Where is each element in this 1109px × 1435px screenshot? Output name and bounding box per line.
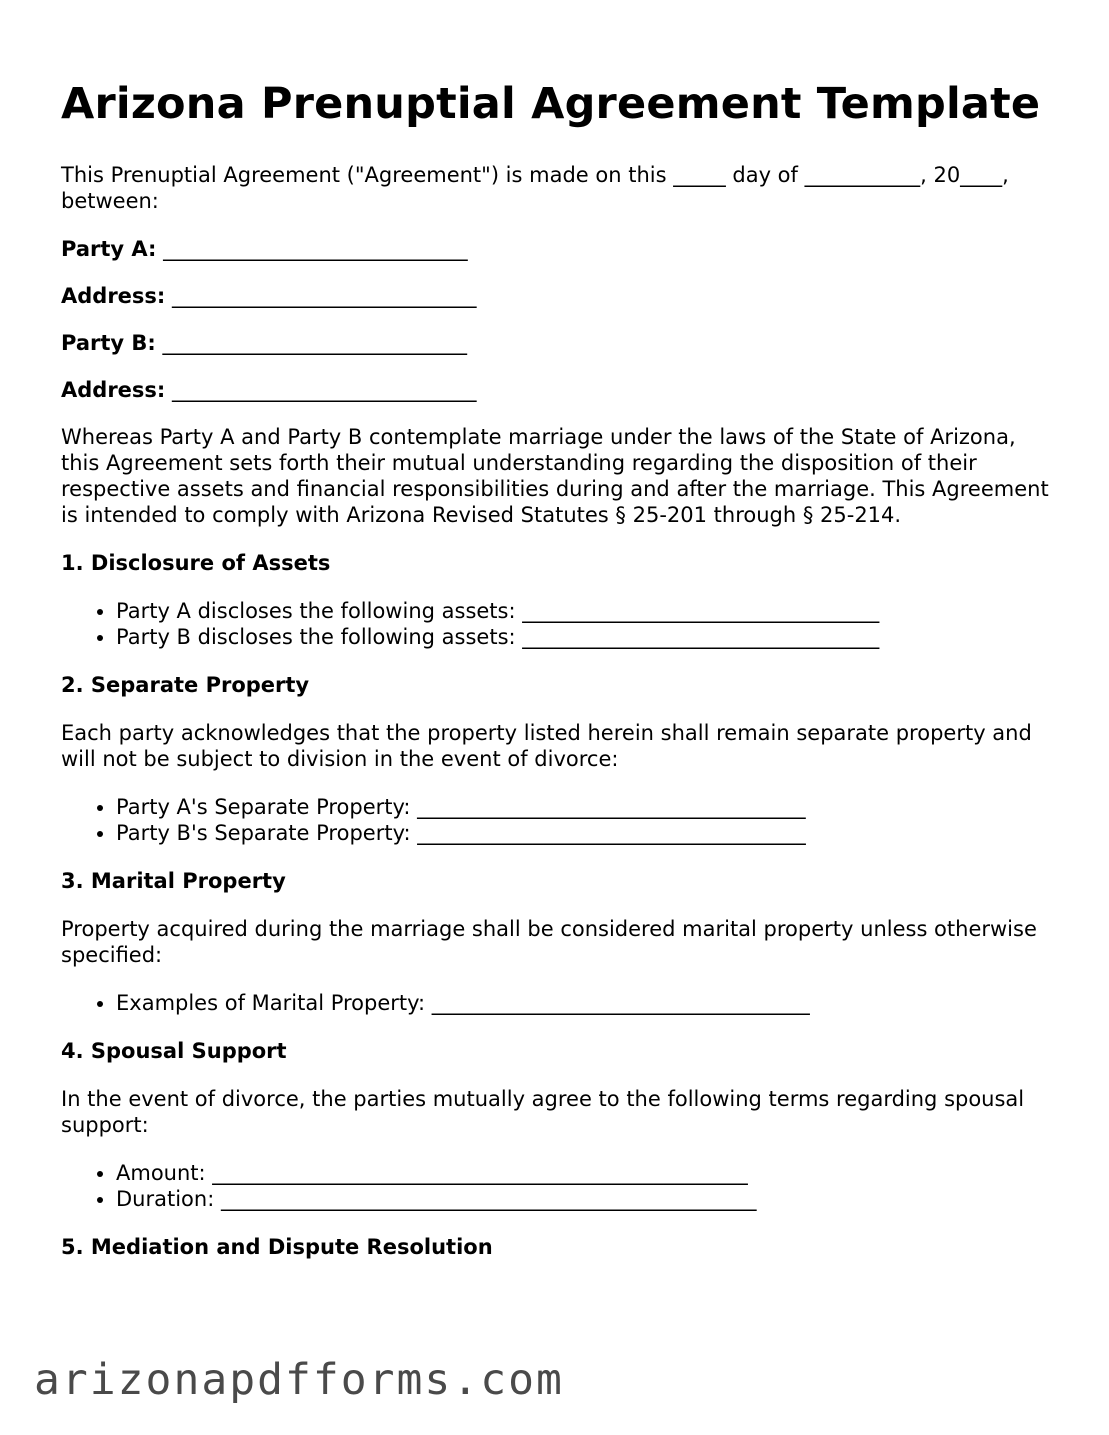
party-a-blank: _____________________________: [163, 237, 468, 261]
list-item: • Party B discloses the following assets: __________________________________: [116, 624, 1051, 650]
party-b-blank: _____________________________: [162, 331, 467, 355]
watermark: arizonapdfforms.com: [34, 1355, 564, 1405]
party-a-field: [61, 236, 1051, 262]
party-a-address-label: Address:: [61, 284, 166, 308]
party-a-address-blank: _____________________________: [172, 284, 477, 308]
section-4-heading: 4. Spousal Support: [61, 1039, 287, 1063]
section-3-heading: 3. Marital Property: [61, 869, 286, 893]
party-b-address-blank: _____________________________: [172, 378, 477, 402]
section-2-list: [61, 794, 1051, 846]
party-b-address-label: Address:: [61, 378, 166, 402]
document-title: Arizona Prenuptial Agreement Template: [61, 79, 1041, 129]
whereas-paragraph: Whereas Party A and Party B contemplate marriage under the laws of the State of Arizona, this Agreement sets forth their mutual understanding regarding the disposition of their respective assets and financial responsibilities during and after the marriage. This Agreement is intended to comply with Arizona Revised Statutes § 25-201 through § 25-214.: [61, 425, 1049, 527]
list-item: • Party A's Separate Property: _____________________________________: [116, 794, 1051, 820]
list-item: • Party B's Separate Property: _____________________________________: [116, 820, 1051, 846]
list-item: • Duration: ___________________________________________________: [116, 1186, 1051, 1212]
document-page: [61, 78, 1051, 1282]
section-5-heading: 5. Mediation and Dispute Resolution: [61, 1235, 493, 1259]
section-4-text: In the event of divorce, the parties mutually agree to the following terms regarding spousal support:: [61, 1087, 1025, 1137]
section-2-text: Each party acknowledges that the property listed herein shall remain separate property and will not be subject to division in the event of divorce:: [61, 721, 1032, 771]
section-2-heading: 2. Separate Property: [61, 673, 310, 697]
section-3-text: Property acquired during the marriage shall be considered marital property unless otherwise specified:: [61, 917, 1037, 967]
party-a-label: Party A:: [61, 237, 157, 261]
list-item: • Party A discloses the following assets: __________________________________: [116, 598, 1051, 624]
party-a-address-field: [61, 283, 1051, 309]
party-b-address-field: [61, 377, 1051, 403]
intro-paragraph: This Prenuptial Agreement ("Agreement") is made on this _____ day of ___________, 20____, between:: [61, 163, 1009, 213]
party-b-field: [61, 330, 1051, 356]
section-3-list: [61, 990, 1051, 1016]
party-b-label: Party B:: [61, 331, 156, 355]
section-1-heading: 1. Disclosure of Assets: [61, 551, 331, 575]
section-4-list: [61, 1160, 1051, 1212]
list-item: • Amount: ___________________________________________________: [116, 1160, 1051, 1186]
list-item: • Examples of Marital Property: ____________________________________: [116, 990, 1051, 1016]
section-1-list: [61, 598, 1051, 650]
